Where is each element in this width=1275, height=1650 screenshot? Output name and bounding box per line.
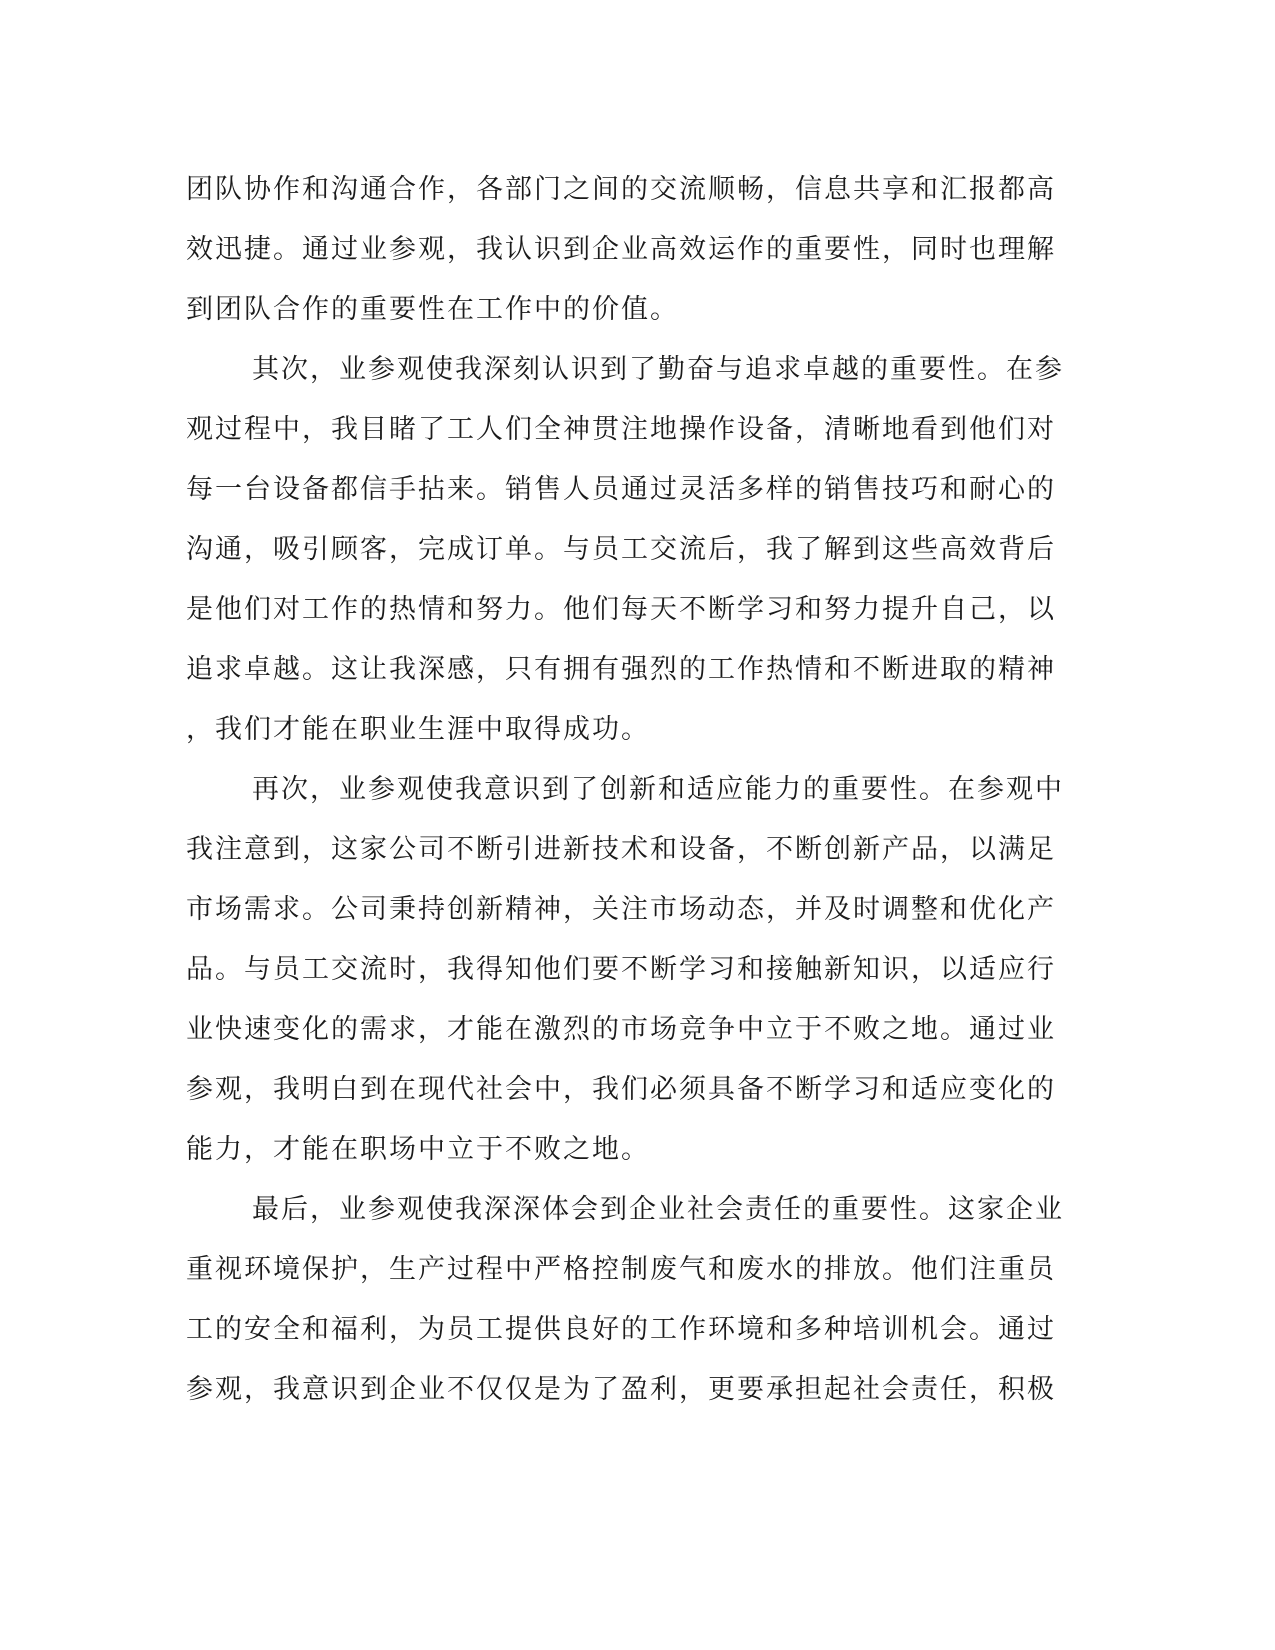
text-line: 效迅捷。通过业参观，我认识到企业高效运作的重要性，同时也理解	[186, 234, 1056, 265]
text-line: 能力，才能在职场中立于不败之地。	[186, 1134, 650, 1165]
text-line: 再次，业参观使我意识到了创新和适应能力的重要性。在参观中	[252, 774, 1064, 805]
text-line: 品。与员工交流时，我得知他们要不断学习和接触新知识，以适应行	[186, 954, 1056, 985]
text-line: 重视环境保护，生产过程中严格控制废气和废水的排放。他们注重员	[186, 1254, 1056, 1285]
text-line: 是他们对工作的热情和努力。他们每天不断学习和努力提升自己，以	[186, 594, 1056, 625]
text-line: 观过程中，我目睹了工人们全神贯注地操作设备，清晰地看到他们对	[186, 414, 1056, 445]
text-line: 到团队合作的重要性在工作中的价值。	[186, 294, 679, 325]
text-line: 工的安全和福利，为员工提供良好的工作环境和多种培训机会。通过	[186, 1314, 1056, 1345]
paragraph	[186, 160, 1056, 340]
text-line: 我注意到，这家公司不断引进新技术和设备，不断创新产品，以满足	[186, 834, 1056, 865]
text-line: 其次，业参观使我深刻认识到了勤奋与追求卓越的重要性。在参	[252, 354, 1064, 385]
body-text	[186, 160, 1064, 1420]
text-line: 参观，我明白到在现代社会中，我们必须具备不断学习和适应变化的	[186, 1074, 1056, 1105]
text-line: 最后，业参观使我深深体会到企业社会责任的重要性。这家企业	[252, 1194, 1064, 1225]
text-line: 沟通，吸引顾客，完成订单。与员工交流后，我了解到这些高效背后	[186, 534, 1056, 565]
paragraph	[186, 1180, 1064, 1420]
text-line: 市场需求。公司秉持创新精神，关注市场动态，并及时调整和优化产	[186, 894, 1056, 925]
text-line: 追求卓越。这让我深感，只有拥有强烈的工作热情和不断进取的精神	[186, 654, 1056, 685]
paragraph	[186, 760, 1064, 1180]
paragraph	[186, 340, 1064, 760]
text-line: ，我们才能在职业生涯中取得成功。	[186, 714, 650, 745]
text-line: 业快速变化的需求，才能在激烈的市场竞争中立于不败之地。通过业	[186, 1014, 1056, 1045]
text-line: 每一台设备都信手拈来。销售人员通过灵活多样的销售技巧和耐心的	[186, 474, 1056, 505]
text-line: 参观，我意识到企业不仅仅是为了盈利，更要承担起社会责任，积极	[186, 1374, 1056, 1405]
text-line: 团队协作和沟通合作，各部门之间的交流顺畅，信息共享和汇报都高	[186, 174, 1056, 205]
